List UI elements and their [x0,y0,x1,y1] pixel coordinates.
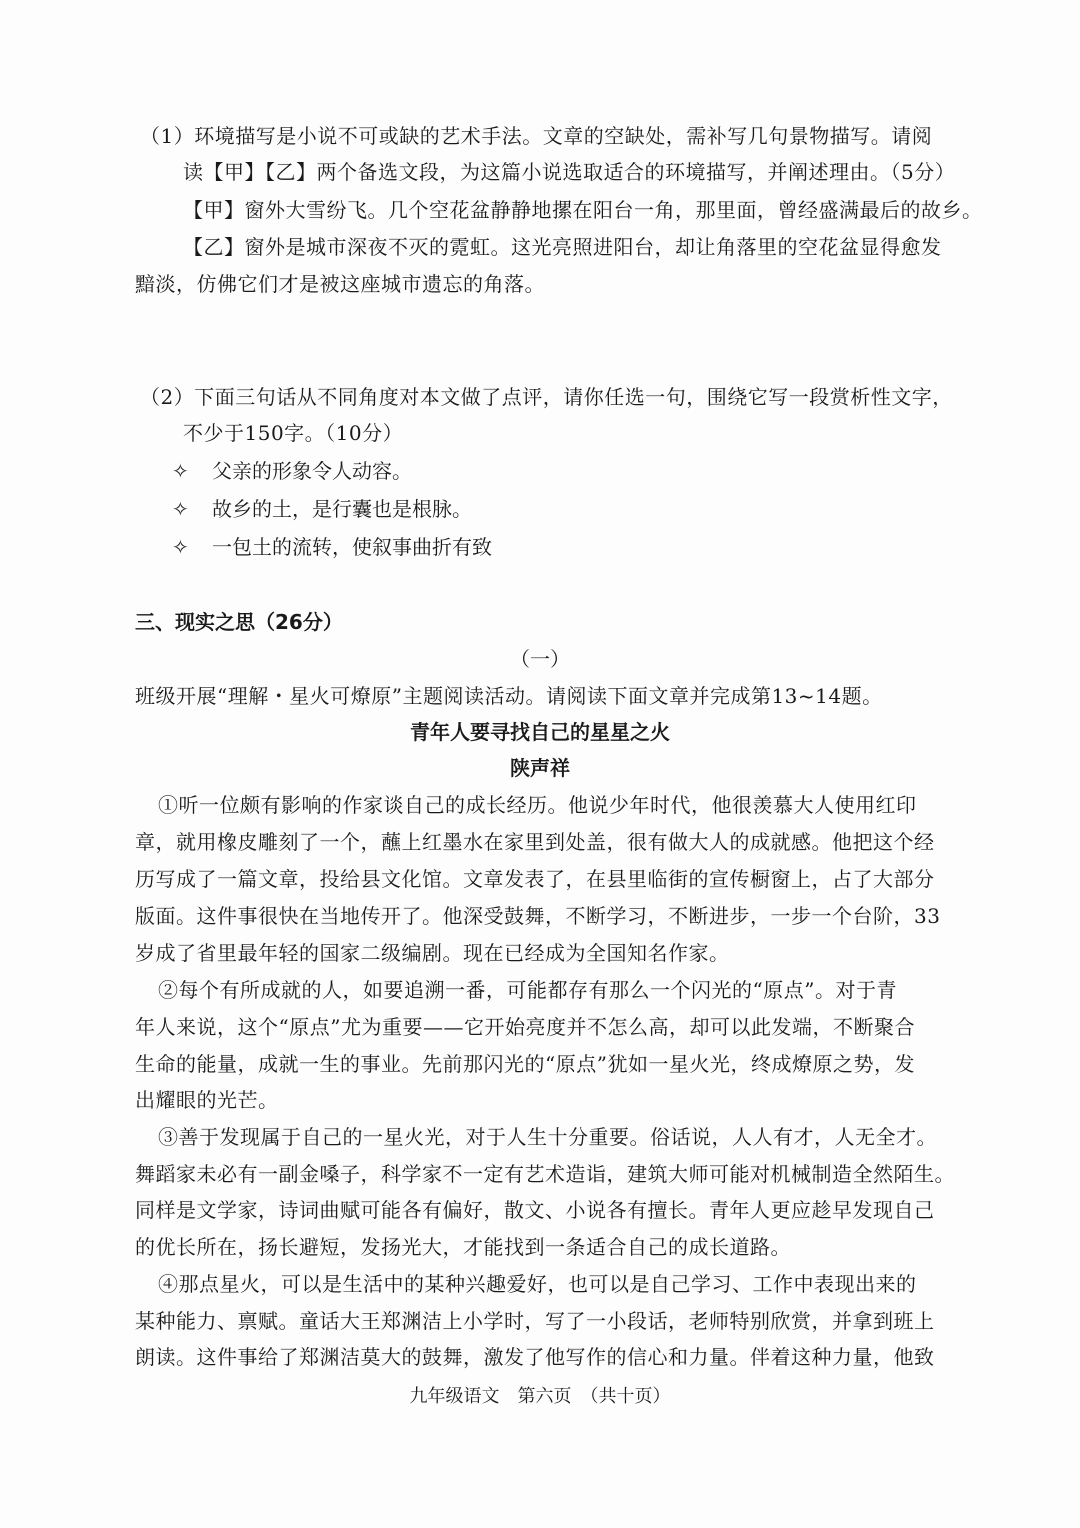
paragraph-2-line: 年人来说，这个“原点”尤为重要——它开始亮度并不怎么高，却可以此发端，不断聚合 [135,1015,915,1039]
paragraph-3-line: ③善于发现属于自己的一星火光，对于人生十分重要。俗话说，人人有才，人无全才。 [158,1125,937,1149]
article-title: 青年人要寻找自己的星星之火 [410,720,670,744]
paragraph-1-line: 版面。这件事很快在当地传开了。他深受鼓舞，不断学习，不断进步，一步一个台阶，33 [135,904,941,928]
sparkle-bullet-icon: ✧ [172,535,189,559]
question-2-line-2: 不少于150字。（10分） [183,421,404,445]
comment-option-text: 故乡的土，是行囊也是根脉。 [212,497,472,521]
option-yi-line-1: 【乙】窗外是城市深夜不灭的霓虹。这光亮照进阳台，却让角落里的空花盆显得愈发 [183,235,942,259]
paragraph-4-line: 某种能力、禀赋。童话大王郑渊洁上小学时，写了一小段话，老师特别欣赏，并拿到班上 [135,1309,935,1333]
paragraph-3-line: 舞蹈家未必有一副金嗓子，科学家不一定有艺术造诣，建筑大师可能对机械制造全然陌生。 [135,1162,955,1186]
paragraph-1-line: ①听一位颇有影响的作家谈自己的成长经历。他说少年时代，他很羡慕大人使用红印 [158,793,917,817]
paragraph-1-line: 历写成了一篇文章，投给县文化馆。文章发表了，在县里临街的宣传橱窗上，占了大部分 [135,867,935,891]
paragraph-2-line: 出耀眼的光芒。 [135,1088,279,1112]
comment-option-3 [172,535,492,559]
part-number: （一） [510,647,570,671]
paragraph-2-line: ②每个有所成就的人，如要追溯一番，可能都存有那么一个闪光的“原点”。对于青 [158,978,897,1002]
paragraph-2-line: 生命的能量，成就一生的事业。先前那闪光的“原点”犹如一星火光，终成燎原之势，发 [135,1052,915,1076]
article-author: 陕声祥 [510,756,570,780]
comment-option-text: 一包土的流转，使叙事曲折有致 [212,535,492,559]
question-1-line-1: （1）环境描写是小说不可或缺的艺术手法。文章的空缺处，需补写几句景物描写。请阅 [140,124,933,148]
paragraph-1-line: 章，就用橡皮雕刻了一个，蘸上红墨水在家里到处盖，很有做大人的成就感。他把这个经 [135,830,935,854]
sparkle-bullet-icon: ✧ [172,459,189,483]
paragraph-3-line: 的优长所在，扬长避短，发扬光大，才能找到一条适合自己的成长道路。 [135,1235,791,1259]
activity-intro: 班级开展“理解・星火可燎原”主题阅读活动。请阅读下面文章并完成第13~14题。 [135,684,883,708]
section-heading: 三、现实之思（26分） [135,610,343,634]
sparkle-bullet-icon: ✧ [172,497,189,521]
question-2-line-1: （2）下面三句话从不同角度对本文做了点评，请你任选一句，围绕它写一段赏析性文字， [140,385,953,409]
comment-option-1 [172,459,412,483]
paragraph-4-line: 朗读。这件事给了郑渊洁莫大的鼓舞，激发了他写作的信心和力量。伴着这种力量，他致 [135,1345,935,1369]
paragraph-4-line: ④那点星火，可以是生活中的某种兴趣爱好，也可以是自己学习、工作中表现出来的 [158,1272,917,1296]
comment-option-text: 父亲的形象令人动容。 [212,459,412,483]
page-footer: 九年级语文 第六页 （共十页） [409,1386,671,1407]
option-jia-text: 【甲】窗外大雪纷飞。几个空花盆静静地摞在阳台一角，那里面，曾经盛满最后的故乡。 [183,198,983,222]
option-yi-line-2: 黯淡，仿佛它们才是被这座城市遗忘的角落。 [135,272,545,296]
question-1-line-2: 读【甲】【乙】两个备选文段，为这篇小说选取适合的环境描写，并阐述理由。（5分） [183,160,956,184]
paragraph-1-line: 岁成了省里最年轻的国家二级编剧。现在已经成为全国知名作家。 [135,941,730,965]
paragraph-3-line: 同样是文学家，诗词曲赋可能各有偏好，散文、小说各有擅长。青年人更应趁早发现自己 [135,1198,935,1222]
comment-option-2 [172,497,472,521]
